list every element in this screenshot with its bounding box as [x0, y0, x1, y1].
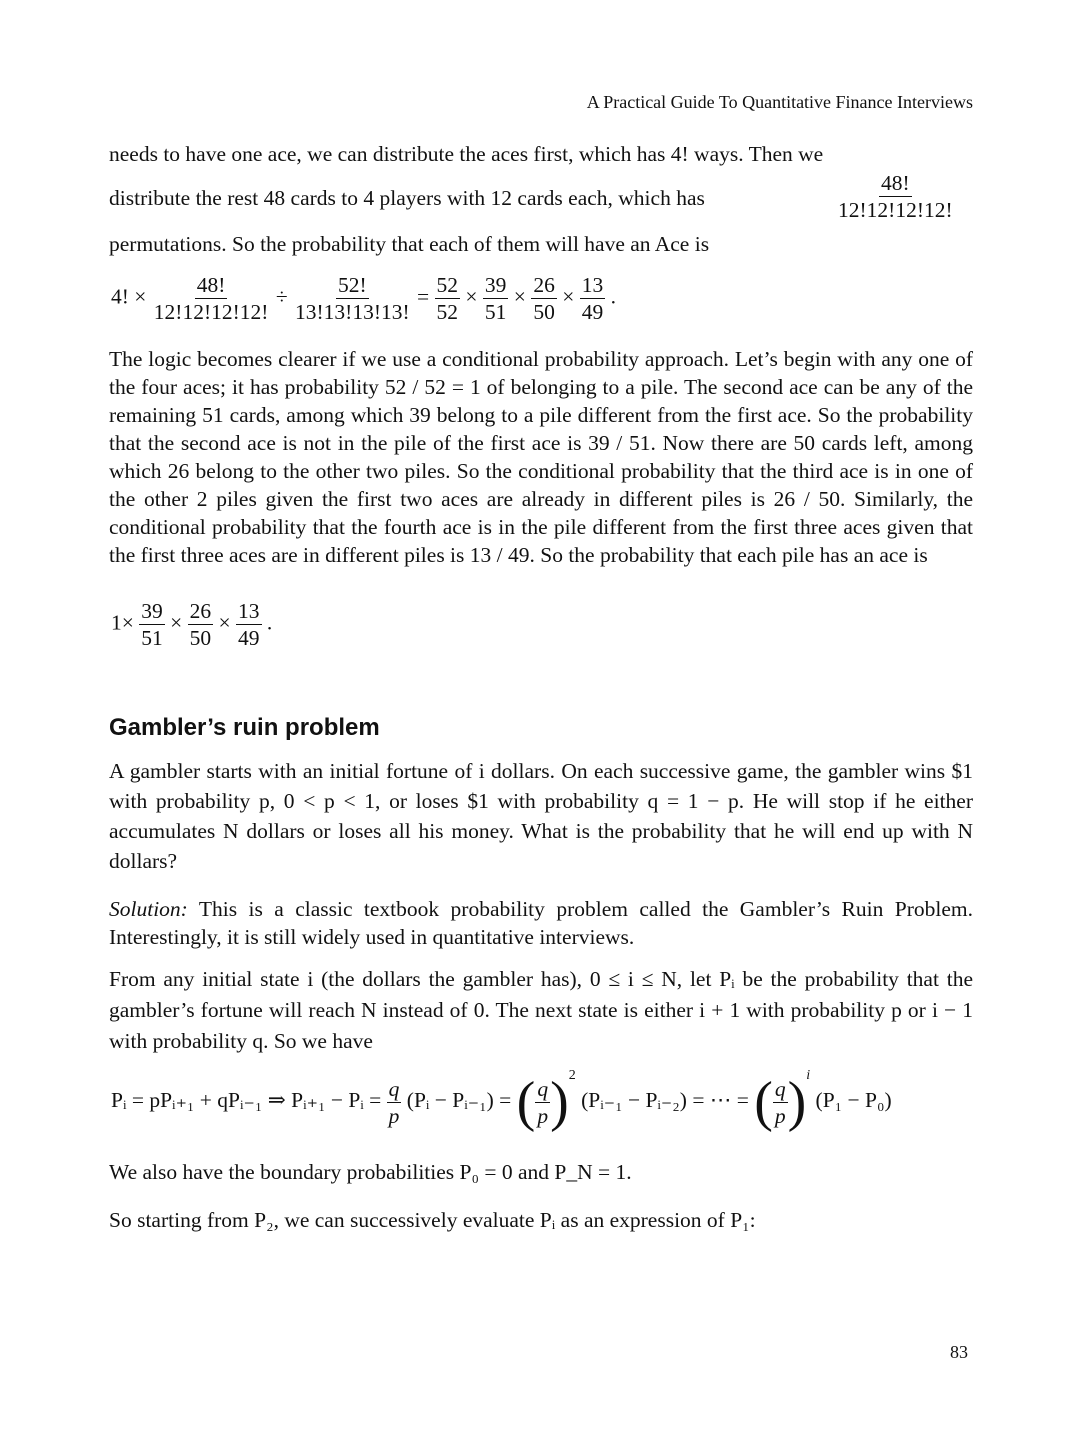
eq1-f6-num: 13: [581, 273, 604, 297]
right-paren-icon: ): [550, 1071, 569, 1134]
paragraph2-text: The logic becomes clearer if we use a conditional probability approach. Let’s begin with any one of the four aces; it has probability 52 / 52 = 1 of belonging to a pile. The second ace can be any of the remaining 51 cards, among which 39 belong to a pile different from the first ace. So the probability that the second ace is not in the pile of the first ace is 39 / 51. Now there are 50 cards left, among which 26 belong to the other two piles. So the conditional probability that the third ace is in one of the other 2 piles given the first two aces are already in different piles is 26 / 50. Similarly, the conditional probability that the fourth ace is in the pile different from the first three aces given that the first three aces are in different piles is 13 / 49. So the probability that each pile has an ace is: [109, 347, 973, 567]
eq1-f2-num: 52!: [337, 273, 367, 297]
eq2-period: .: [266, 610, 273, 635]
solution-paragraph: [109, 895, 973, 951]
eq1-equals: =: [417, 284, 430, 309]
problem-text: A gambler starts with an initial fortune of i dollars. On each successive game, the gambler wins $1 with probability p, 0 < p < 1, or loses $1 with probability q = 1 − p. He will stop if he either accumulates N dollars or loses all his money. What is the probability that he will end up with N dollars?: [109, 759, 973, 873]
eq1-f1-num: 48!: [196, 273, 226, 297]
eq1-f2-den: 13!13!13!13!: [295, 300, 410, 324]
final-sentence: So starting from P₂, we can successively evaluate Pᵢ as an expression of P₁:: [109, 1208, 756, 1232]
eq2-f2-num: 26: [189, 599, 212, 623]
running-header: A Practical Guide To Quantitative Finance Interviews: [586, 92, 973, 112]
right-paren-icon: ): [787, 1071, 807, 1134]
paragraph1-line1: needs to have one ace, we can distribute the aces first, which has 4! ways. Then we: [109, 142, 824, 166]
eq3-exponent-i: i: [806, 1068, 811, 1083]
paragraph1-line2: distribute the rest 48 cards to 4 players with 12 cards each, which has: [109, 186, 705, 210]
eq2-f3-num: 13: [238, 599, 260, 623]
eq1-f5-den: 50: [533, 300, 555, 324]
eq1-times: ×: [513, 284, 526, 309]
eq2-f1-num: 39: [141, 599, 163, 623]
eq2-times: ×: [170, 610, 183, 635]
paragraph3-text: From any initial state i (the dollars the gambler has), 0 ≤ i ≤ N, let Pᵢ be the probability that the gambler’s fortune will reach N instead of 0. The next state is either i + 1 with probability p or i − 1 with probability q. So we have: [109, 967, 973, 1053]
equation-conditional-result: [111, 598, 272, 651]
paragraph-conditional-probability: [109, 345, 973, 569]
eq3-part1: (Pᵢ − Pᵢ₋₁) =: [406, 1088, 512, 1112]
eq2-f3-den: 49: [238, 626, 260, 650]
left-paren-icon: (: [516, 1071, 536, 1134]
eq1-prefix: 4! ×: [111, 284, 147, 309]
equation-recurrence: [111, 1068, 892, 1134]
solution-text: This is a classic textbook probability problem called the Gambler’s Ruin Problem. Interestingly, it is still widely used in quantitative interviews.: [109, 897, 973, 949]
fraction-48-over-12s: [836, 170, 955, 223]
eq3-part2: (Pᵢ₋₁ − Pᵢ₋₂) = ⋯ =: [581, 1088, 749, 1112]
eq1-times: ×: [465, 284, 478, 309]
eq1-period: .: [610, 284, 616, 309]
eq1-f6-den: 49: [581, 300, 604, 324]
eq1-f1-den: 12!12!12!12!: [153, 300, 269, 324]
eq3-q: q: [388, 1076, 400, 1101]
problem-statement: [109, 756, 973, 876]
paragraph1-line3: permutations. So the probability that each of them will have an Ace is: [109, 232, 710, 256]
eq2-prefix: 1×: [111, 610, 134, 635]
eq1-f3-num: 52: [436, 273, 459, 297]
eq3-q: q: [537, 1076, 549, 1101]
eq2-f1-den: 51: [141, 626, 163, 650]
eq1-divide: ÷: [275, 284, 288, 309]
fraction-denominator: 12!12!12!12!: [838, 198, 953, 222]
eq3-exponent-2: 2: [568, 1068, 576, 1083]
eq1-f4-den: 51: [484, 300, 507, 324]
equation-ace-probability: [111, 272, 616, 325]
eq1-f3-den: 52: [436, 300, 459, 324]
eq3-lhs: Pᵢ = pPᵢ₊₁ + qPᵢ₋₁ ⇒ Pᵢ₊₁ − Pᵢ =: [111, 1088, 382, 1112]
fraction-numerator: 48!: [880, 171, 910, 195]
solution-label: Solution:: [109, 897, 188, 921]
eq3-p: p: [537, 1103, 549, 1128]
eq3-p: p: [388, 1103, 400, 1128]
left-paren-icon: (: [754, 1071, 773, 1134]
eq1-times: ×: [562, 284, 575, 309]
eq3-q: q: [774, 1076, 786, 1101]
eq1-f5-num: 26: [533, 273, 555, 297]
section-heading: Gambler’s ruin problem: [109, 714, 380, 741]
paragraph-initial-state: [109, 964, 973, 1057]
eq2-f2-den: 50: [189, 626, 212, 650]
eq3-part3: (P₁ − P₀): [815, 1088, 892, 1112]
eq1-f4-num: 39: [484, 273, 507, 297]
boundary-probabilities: We also have the boundary probabilities P₀ = 0 and P_N = 1.: [109, 1160, 632, 1184]
page-number: 83: [950, 1342, 968, 1362]
eq2-times: ×: [218, 610, 231, 635]
eq3-p: p: [774, 1103, 786, 1128]
